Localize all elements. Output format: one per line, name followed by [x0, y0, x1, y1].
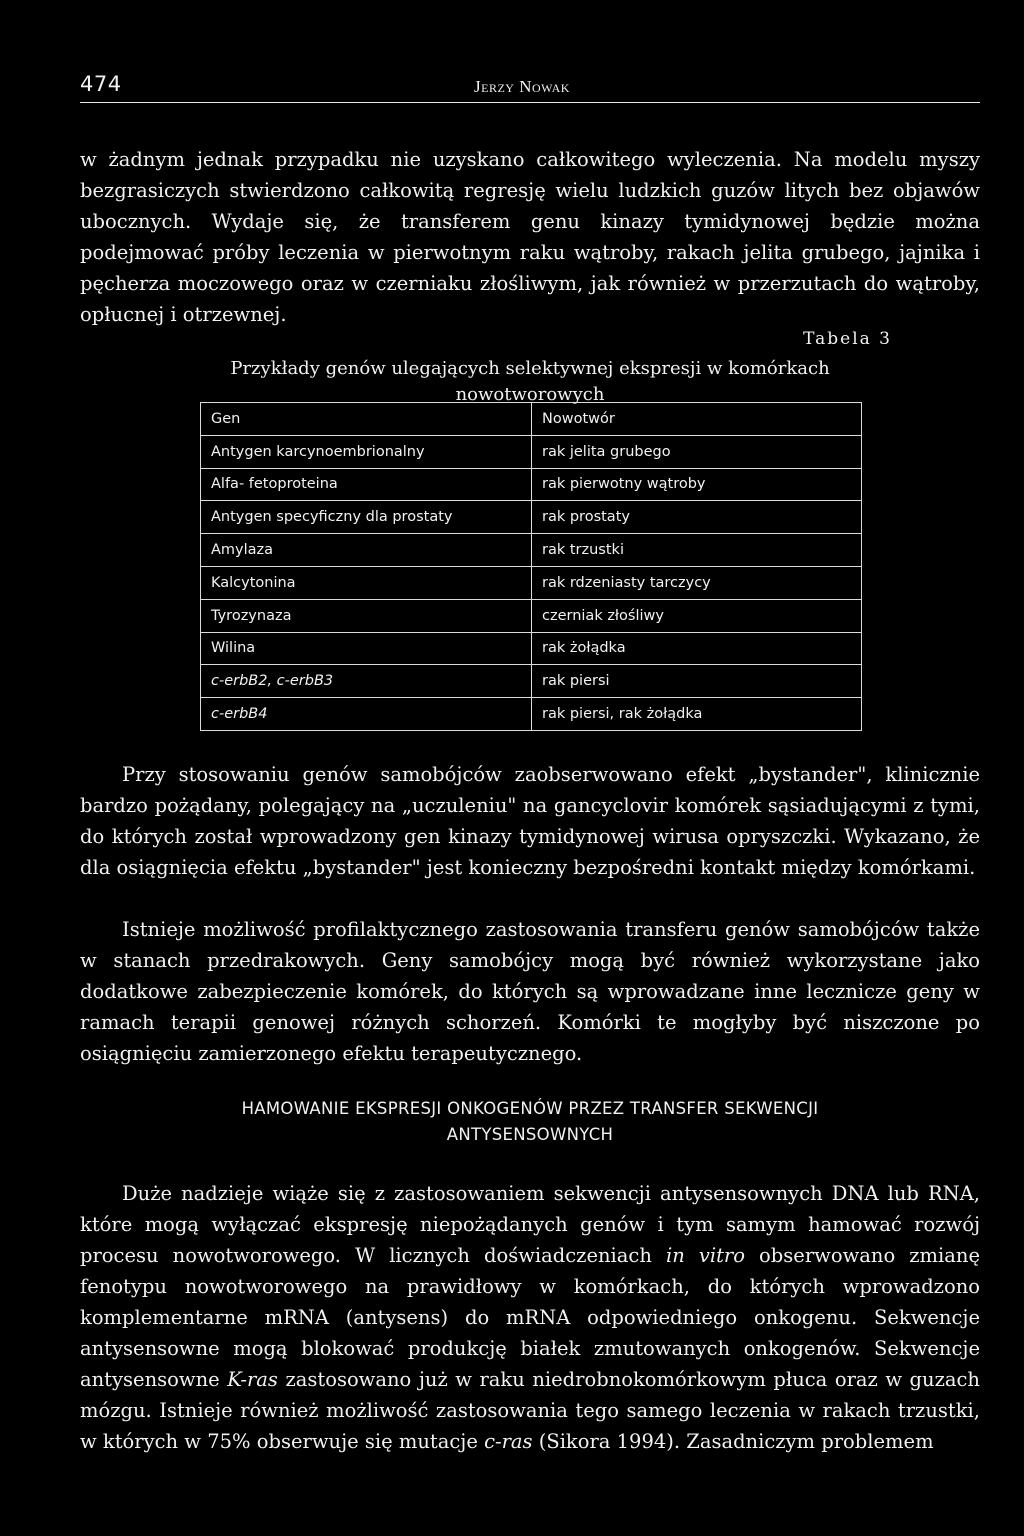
body-paragraph-1: w żadnym jednak przypadku nie uzyskano całkowitego wyleczenia. Na modelu myszy bezgrasiczych stwierdzono całkowitą regresję wielu ludzkich guzów litych bez objawów ubocznych. Wydaje się, że transferem genu kinazy tymidynowej będzie można podejmować próby leczenia w pierwotnym raku wątroby, rakach jelita grubego, jajnika i pęcherza moczowego oraz w czerniaku złośliwym, jak również w przerzutach do wątroby, opłucnej i otrzewnej.	[80, 148, 980, 326]
gene-cell: c-erbB4	[201, 698, 532, 731]
table-row	[201, 698, 862, 731]
body-paragraph-4	[80, 1178, 980, 1457]
table-title	[80, 330, 980, 408]
tumor-cell: rak piersi, rak żołądka	[532, 698, 862, 731]
gene-cell: Antygen karcynoembrionalny	[201, 435, 532, 468]
k-ras-term: K-ras	[227, 1368, 278, 1391]
table-row	[201, 534, 862, 567]
column-header-gene: Gen	[201, 403, 532, 436]
p4-text-d: (Sikora 1994). Zasadniczym problemem	[532, 1430, 934, 1453]
table-row	[201, 632, 862, 665]
tumor-cell: rak jelita grubego	[532, 435, 862, 468]
table-row	[201, 665, 862, 698]
table-row	[201, 599, 862, 632]
p4-text-a: Duże nadzieje wiąże się z zastosowaniem sekwencji antysensownych DNA lub RNA, które mogą wyłączać ekspresję niepożądanych genów i tym samym hamować rozwój procesu nowotworowego. W licznych doświadczeniach	[80, 1182, 980, 1267]
section-heading	[80, 1096, 980, 1148]
table-header-row	[201, 403, 862, 436]
body-paragraph-3: Istnieje możliwość profilaktycznego zastosowania transferu genów samobójców także w stanach przedrakowych. Geny samobójcy mogą być również wykorzystane jako dodatkowe zabezpieczenie komórek, do których są wprowadzane inne lecznicze geny w ramach terapii genowej różnych schorzeń. Komórki te mogłyby być niszczone po osiągnięciu zamierzonego efektu terapeutycznego.	[80, 918, 980, 1065]
p4-text-c: zastosowano już w raku niedrobnokomórkowym płuca oraz w guzach mózgu. Istnieje również możliwość zastosowania tego samego leczenia w rakach trzustki, w których w 75% obserwuje się mutacje	[80, 1368, 980, 1453]
page-number: 474	[80, 72, 122, 96]
table-row	[201, 435, 862, 468]
gene-cell: c-erbB2, c-erbB3	[201, 665, 532, 698]
tumor-cell: rak rdzeniasty tarczycy	[532, 566, 862, 599]
section-heading-line-1: HAMOWANIE EKSPRESJI ONKOGENÓW PRZEZ TRANSFER SEKWENCJI	[241, 1099, 819, 1118]
c-ras-term: c-ras	[484, 1430, 533, 1453]
page-header	[80, 60, 980, 103]
document-page	[80, 60, 980, 1453]
tumor-cell: rak pierwotny wątroby	[532, 468, 862, 501]
tumor-cell: rak prostaty	[532, 501, 862, 534]
tumor-cell: rak piersi	[532, 665, 862, 698]
table-row	[201, 468, 862, 501]
tumor-cell: rak trzustki	[532, 534, 862, 567]
tumor-cell: czerniak złośliwy	[532, 599, 862, 632]
section-heading-line-2: ANTYSENSOWNYCH	[446, 1125, 614, 1144]
body-paragraph-2: Przy stosowaniu genów samobójców zaobserwowano efekt „bystander", klinicznie bardzo pożądany, polegający na „uczuleniu" na gancyclovir komórek sąsiadującymi z tymi, do których został wprowadzony gen kinazy tymidynowej wirusa opryszczki. Wykazano, że dla osiągnięcia efektu „bystander" jest konieczny bezpośredni kontakt między komórkami.	[80, 763, 980, 879]
table-title-line-2: nowotworowych	[455, 384, 605, 405]
gene-cell: Tyrozynaza	[201, 599, 532, 632]
gene-cell: Amylaza	[201, 534, 532, 567]
table-label: Tabela 3	[803, 329, 892, 349]
table-title-line-1: Przykłady genów ulegających selektywnej ekspresji w komórkach	[230, 358, 830, 379]
table-row	[201, 501, 862, 534]
table-row	[201, 566, 862, 599]
gene-cell: Wilina	[201, 632, 532, 665]
running-head: Jerzy Nowak	[474, 77, 570, 96]
gene-cell: Antygen specyficzny dla prostaty	[201, 501, 532, 534]
p4-text-b: obserwowano zmianę fenotypu nowotworowego na prawidłowy w komórkach, do których wprowadzono komplementarne mRNA (antysens) do mRNA odpowiedniego onkogenu. Sekwencje antysensowne mogą blokować produkcję białek zmutowanych onkogenów. Sekwencje antysensowne	[80, 1244, 980, 1391]
column-header-tumor: Nowotwór	[532, 403, 862, 436]
tumor-cell: rak żołądka	[532, 632, 862, 665]
gene-cell: Alfa- fetoproteina	[201, 468, 532, 501]
genes-table	[200, 402, 862, 731]
in-vitro-term: in vitro	[665, 1244, 745, 1267]
gene-cell: Kalcytonina	[201, 566, 532, 599]
